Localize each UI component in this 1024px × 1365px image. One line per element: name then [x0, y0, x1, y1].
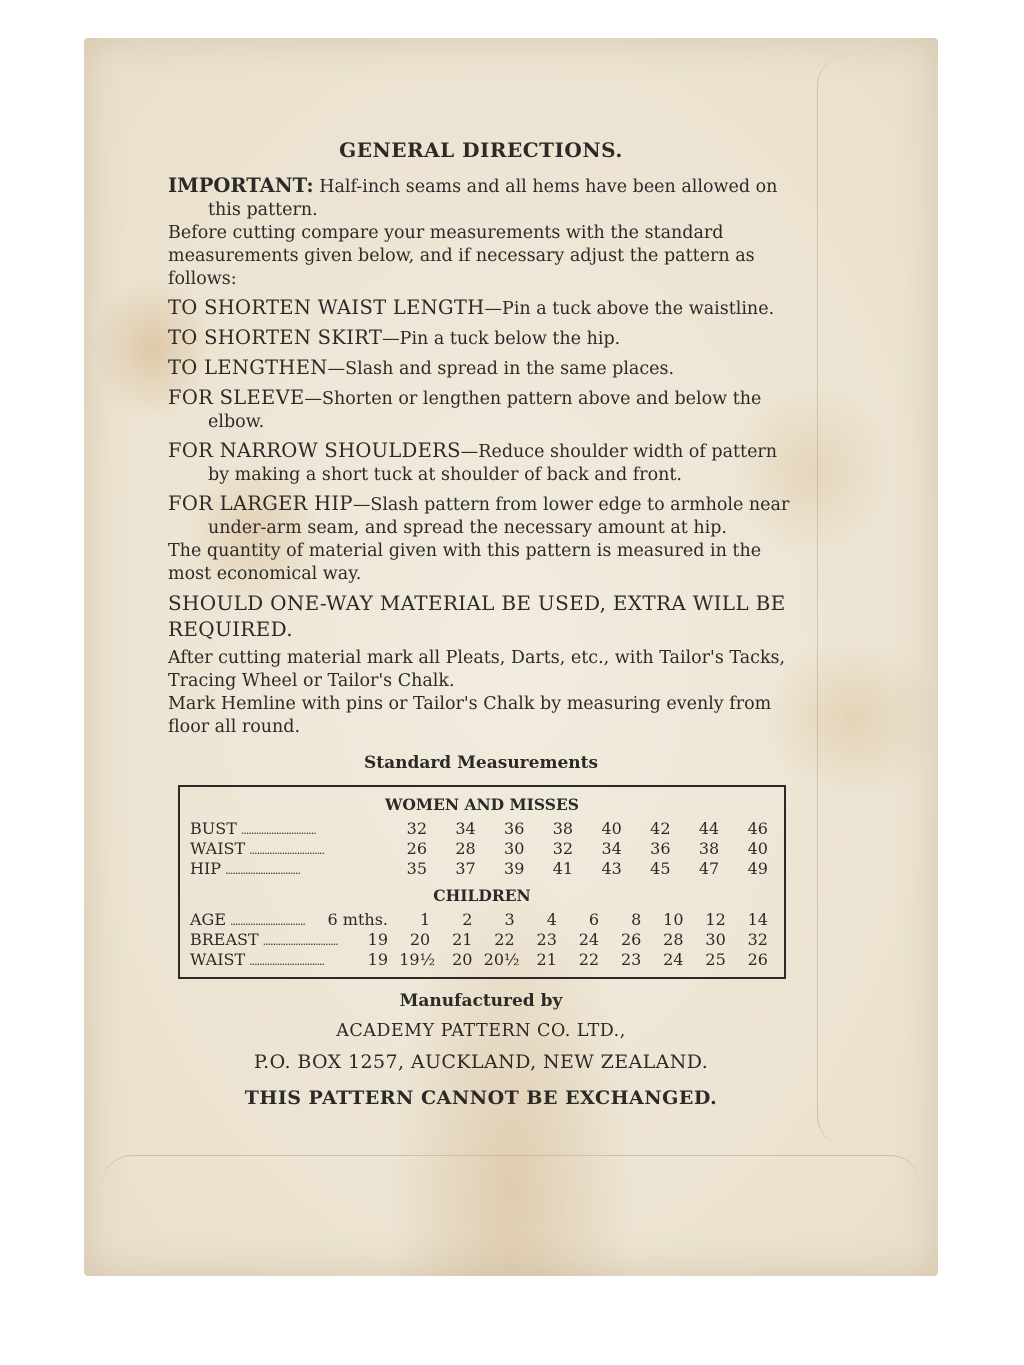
- adjustment-item: FOR NARROW SHOULDERS—Reduce shoulder width of pattern by making a short tuck at shoulder of back and front.: [168, 439, 778, 485]
- table-cell: 38: [552, 819, 574, 838]
- adjustment-item: FOR LARGER HIP—Slash pattern from lower edge to armhole near under-arm seam, and spread the necessary amount at hip.: [168, 492, 790, 538]
- table-cell: 22: [494, 930, 515, 949]
- adjustments-list: [168, 296, 794, 540]
- adjustment-item: TO SHORTEN WAIST LENGTH—Pin a tuck above the waistline.: [168, 296, 775, 319]
- table-cell: 38: [698, 839, 720, 858]
- table-cell: 42: [650, 819, 671, 838]
- adjustment-item: TO SHORTEN SKIRT—Pin a tuck below the hip.: [168, 326, 621, 349]
- row-label: BUST: [190, 819, 237, 838]
- row-label: AGE: [190, 910, 227, 929]
- standard-measurements-heading: Standard Measurements: [363, 753, 599, 773]
- important-label: IMPORTANT:: [168, 174, 314, 197]
- company-address: P.O. BOX 1257, AUCKLAND, NEW ZEALAND.: [253, 1051, 709, 1073]
- table-cell: 32: [747, 930, 768, 949]
- table-row: AGE .............................. 6 mths. 1 2 3 4 6 8 10 12 14: [190, 910, 768, 929]
- table-cell: 19½: [399, 950, 436, 969]
- table-cell: 26: [406, 839, 427, 858]
- row-label: BREAST: [190, 930, 259, 949]
- table-cell: 37: [455, 859, 476, 878]
- table-cell: 6 mths.: [327, 910, 388, 929]
- table-cell: 47: [698, 859, 720, 878]
- page-title: GENERAL DIRECTIONS.: [339, 138, 623, 162]
- manufactured-by: Manufactured by: [399, 991, 563, 1011]
- adjustment-item: TO LENGTHEN—Slash and spread in the same places.: [168, 356, 675, 379]
- children-heading: CHILDREN: [433, 886, 531, 905]
- table-cell: 45: [650, 859, 671, 878]
- table-row: WAIST .............................. 26 28 30 32 34 36 38 40: [190, 839, 768, 858]
- table-cell: 46: [747, 819, 768, 838]
- table-cell: 32: [406, 819, 427, 838]
- table-cell: 32: [552, 839, 574, 858]
- table-cell: 2: [462, 910, 473, 929]
- table-cell: 39: [504, 859, 525, 878]
- row-label: HIP: [190, 859, 222, 878]
- important-text: Half-inch seams and all hems have been allowed on this pattern.: [208, 177, 778, 220]
- table-cell: 12: [705, 910, 726, 929]
- one-way-note: SHOULD ONE-WAY MATERIAL BE USED, EXTRA WILL BE REQUIRED.: [168, 591, 786, 641]
- envelope-side-flap: [817, 56, 938, 1146]
- measurements-table: [178, 785, 786, 979]
- manufacturer-footer: [168, 991, 794, 1109]
- exchange-notice: THIS PATTERN CANNOT BE EXCHANGED.: [244, 1087, 718, 1109]
- envelope-bottom-flap: [102, 1155, 920, 1276]
- table-cell: 23: [620, 950, 642, 969]
- table-cell: 6: [588, 910, 600, 929]
- important-note: [168, 174, 794, 222]
- table-cell: 25: [705, 950, 726, 969]
- table-cell: 23: [536, 930, 557, 949]
- table-cell: 19: [367, 930, 388, 949]
- company-name: ACADEMY PATTERN CO. LTD.,: [336, 1021, 626, 1041]
- table-cell: 20½: [483, 950, 520, 969]
- adjustment-item: FOR SLEEVE—Shorten or lengthen pattern above and below the elbow.: [168, 386, 762, 432]
- table-cell: 3: [504, 910, 515, 929]
- table-cell: 28: [663, 930, 684, 949]
- table-cell: 26: [620, 930, 642, 949]
- intro-text: Before cutting compare your measurements with the standard measurements given below, and if necessary adjust the pattern as follows:: [168, 223, 755, 289]
- table-cell: 41: [552, 859, 574, 878]
- table-cell: 36: [504, 819, 525, 838]
- directions-content: [168, 138, 794, 1109]
- table-cell: 4: [546, 910, 557, 929]
- table-cell: 24: [578, 930, 600, 949]
- table-row: BREAST .............................. 19 20 21 22 23 24 26 28 30 32: [190, 930, 768, 949]
- table-cell: 43: [601, 859, 622, 878]
- table-cell: 35: [406, 859, 427, 878]
- table-cell: 14: [747, 910, 768, 929]
- row-label: WAIST: [190, 839, 246, 858]
- women-heading: WOMEN AND MISSES: [385, 795, 579, 814]
- table-cell: 19: [367, 950, 388, 969]
- table-cell: 40: [601, 819, 622, 838]
- table-cell: 34: [601, 839, 622, 858]
- table-cell: 21: [536, 950, 557, 969]
- marking-note: After cutting material mark all Pleats, Darts, etc., with Tailor's Tacks, Tracing Wheel or Tailor's Chalk.: [168, 648, 786, 691]
- row-label: WAIST: [190, 950, 246, 969]
- quantity-note: The quantity of material given with this pattern is measured in the most economical way.: [168, 541, 762, 584]
- table-cell: 20: [452, 950, 473, 969]
- table-cell: 21: [452, 930, 473, 949]
- table-row: BUST .............................. 32 34 36 38 40 42 44 46: [190, 819, 768, 838]
- table-cell: 10: [663, 910, 684, 929]
- table-cell: 26: [747, 950, 768, 969]
- table-cell: 30: [504, 839, 525, 858]
- table-cell: 34: [455, 819, 476, 838]
- table-cell: 40: [747, 839, 768, 858]
- hemline-note: Mark Hemline with pins or Tailor's Chalk by measuring evenly from floor all round.: [168, 694, 772, 737]
- table-cell: 8: [631, 910, 642, 929]
- table-cell: 49: [747, 859, 768, 878]
- table-cell: 22: [578, 950, 600, 969]
- table-cell: 30: [705, 930, 726, 949]
- table-cell: 24: [663, 950, 684, 969]
- table-row: WAIST .............................. 19 19½ 20 20½ 21 22 23 24 25 26: [190, 950, 768, 969]
- table-cell: 20: [409, 930, 431, 949]
- table-cell: 44: [698, 819, 720, 838]
- table-cell: 1: [420, 910, 431, 929]
- table-cell: 36: [650, 839, 671, 858]
- table-cell: 28: [455, 839, 476, 858]
- table-row: HIP .............................. 35 37 39 41 43 45 47 49: [190, 859, 768, 878]
